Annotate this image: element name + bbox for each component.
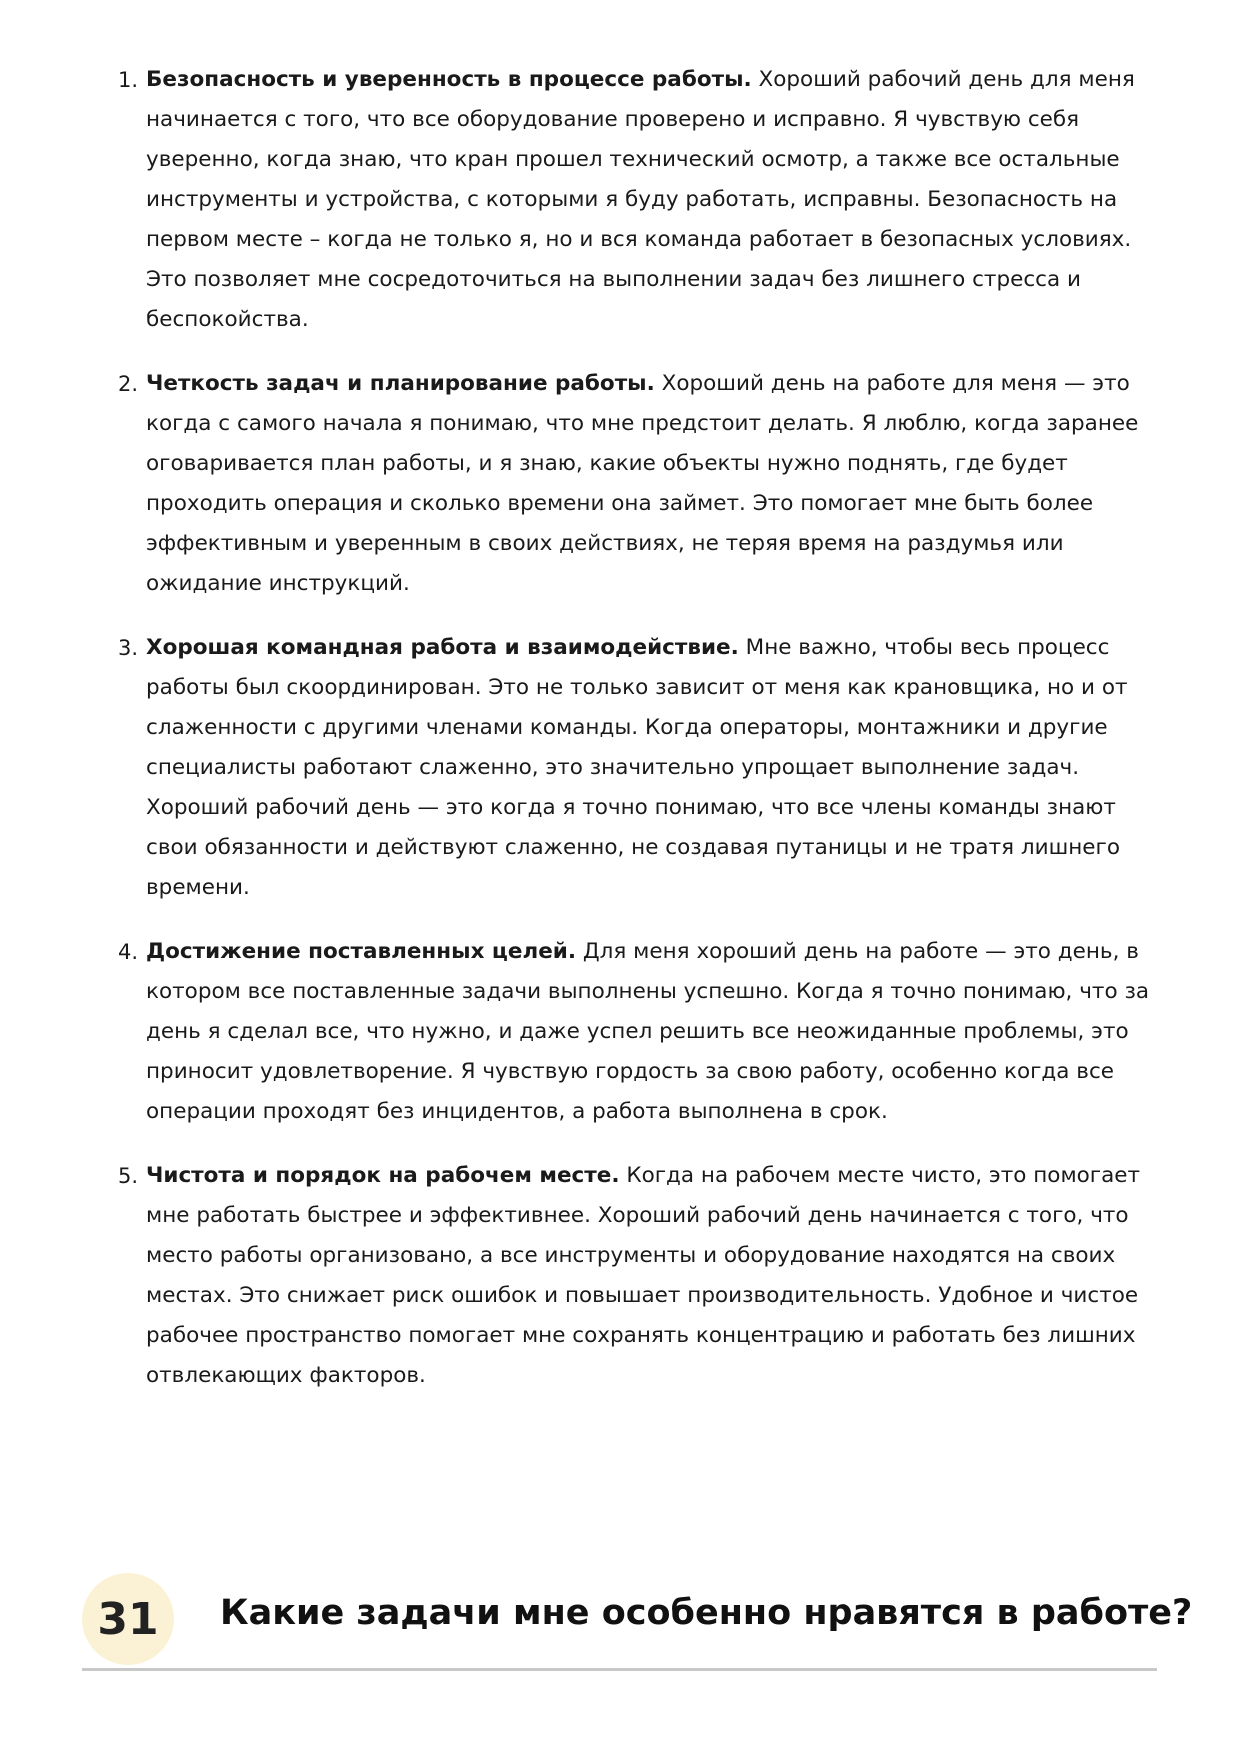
- list-item-title: Чистота и порядок на рабочем месте.: [146, 1163, 620, 1188]
- list-item-title: Безопасность и уверенность в процессе работы.: [146, 67, 752, 92]
- section-title: Какие задачи мне особенно нравятся в работе?: [220, 1593, 1193, 1633]
- list-item-number: 3.: [118, 636, 139, 660]
- list-item: [118, 1156, 1158, 1396]
- list-item-paragraph: [146, 60, 1158, 340]
- list-item-text: Для меня хороший день на работе — это день, в котором все поставленные задачи выполнены успешно. Когда я точно понимаю, что за день я сделал все, что нужно, и даже успел решить все неожиданные проблемы, это приносит удовлетворение. Я чувствую гордость за свою работу, особенно когда все операции проходят без инцидентов, а работа выполнена в срок.: [146, 939, 1150, 1124]
- list-item-title: Хорошая командная работа и взаимодействие.: [146, 635, 739, 660]
- list-item-text: Когда на рабочем месте чисто, это помогает мне работать быстрее и эффективнее. Хороший рабочий день начинается с того, что место работы организовано, а все инструменты и оборудование находятся на своих местах. Это снижает риск ошибок и повышает производительность. Удобное и чистое рабочее пространство помогает мне сохранять концентрацию и работать без лишних отвлекающих факторов.: [146, 1163, 1141, 1388]
- list-item: [118, 60, 1158, 340]
- numbered-list: [118, 60, 1158, 1420]
- list-item-number: 4.: [118, 940, 139, 964]
- section-header: [82, 1573, 1193, 1671]
- list-item-text: Хороший рабочий день для меня начинается с того, что все оборудование проверено и исправно. Я чувствую себя уверенно, когда знаю, что кран прошел технический осмотр, а также все остальные инструменты и устройства, с которыми я буду работать, исправны. Безопасность на первом месте – когда не только я, но и вся команда работает в безопасных условиях. Это позволяет мне сосредоточиться на выполнении задач без лишнего стресса и беспокойства.: [146, 67, 1135, 332]
- list-item: [118, 932, 1158, 1132]
- list-item-text: Мне важно, чтобы весь процесс работы был скоординирован. Это не только зависит от меня как крановщика, но и от слаженности с другими членами команды. Когда операторы, монтажники и другие специалисты работают слаженно, это значительно упрощает выполнение задач. Хороший рабочий день — это когда я точно понимаю, что все члены команды знают свои обязанности и действуют слаженно, не создавая путаницы и не тратя лишнего времени.: [146, 635, 1128, 900]
- list-item-number: 1.: [118, 68, 139, 92]
- list-item-paragraph: [146, 1156, 1158, 1396]
- section-number-badge: 31: [82, 1573, 174, 1665]
- list-item: [118, 364, 1158, 604]
- list-item-number: 5.: [118, 1164, 139, 1188]
- list-item-title: Четкость задач и планирование работы.: [146, 371, 655, 396]
- list-item-text: Хороший день на работе для меня — это когда с самого начала я понимаю, что мне предстоит делать. Я люблю, когда заранее оговаривается план работы, и я знаю, какие объекты нужно поднять, где будет проходить операция и сколько времени она займет. Это помогает мне быть более эффективным и уверенным в своих действиях, не теряя время на раздумья или ожидание инструкций.: [146, 371, 1139, 596]
- list-item-paragraph: [146, 628, 1158, 908]
- list-item-number: 2.: [118, 372, 139, 396]
- list-item: [118, 628, 1158, 908]
- list-item-title: Достижение поставленных целей.: [146, 939, 577, 964]
- list-item-paragraph: [146, 932, 1158, 1132]
- list-item-paragraph: [146, 364, 1158, 604]
